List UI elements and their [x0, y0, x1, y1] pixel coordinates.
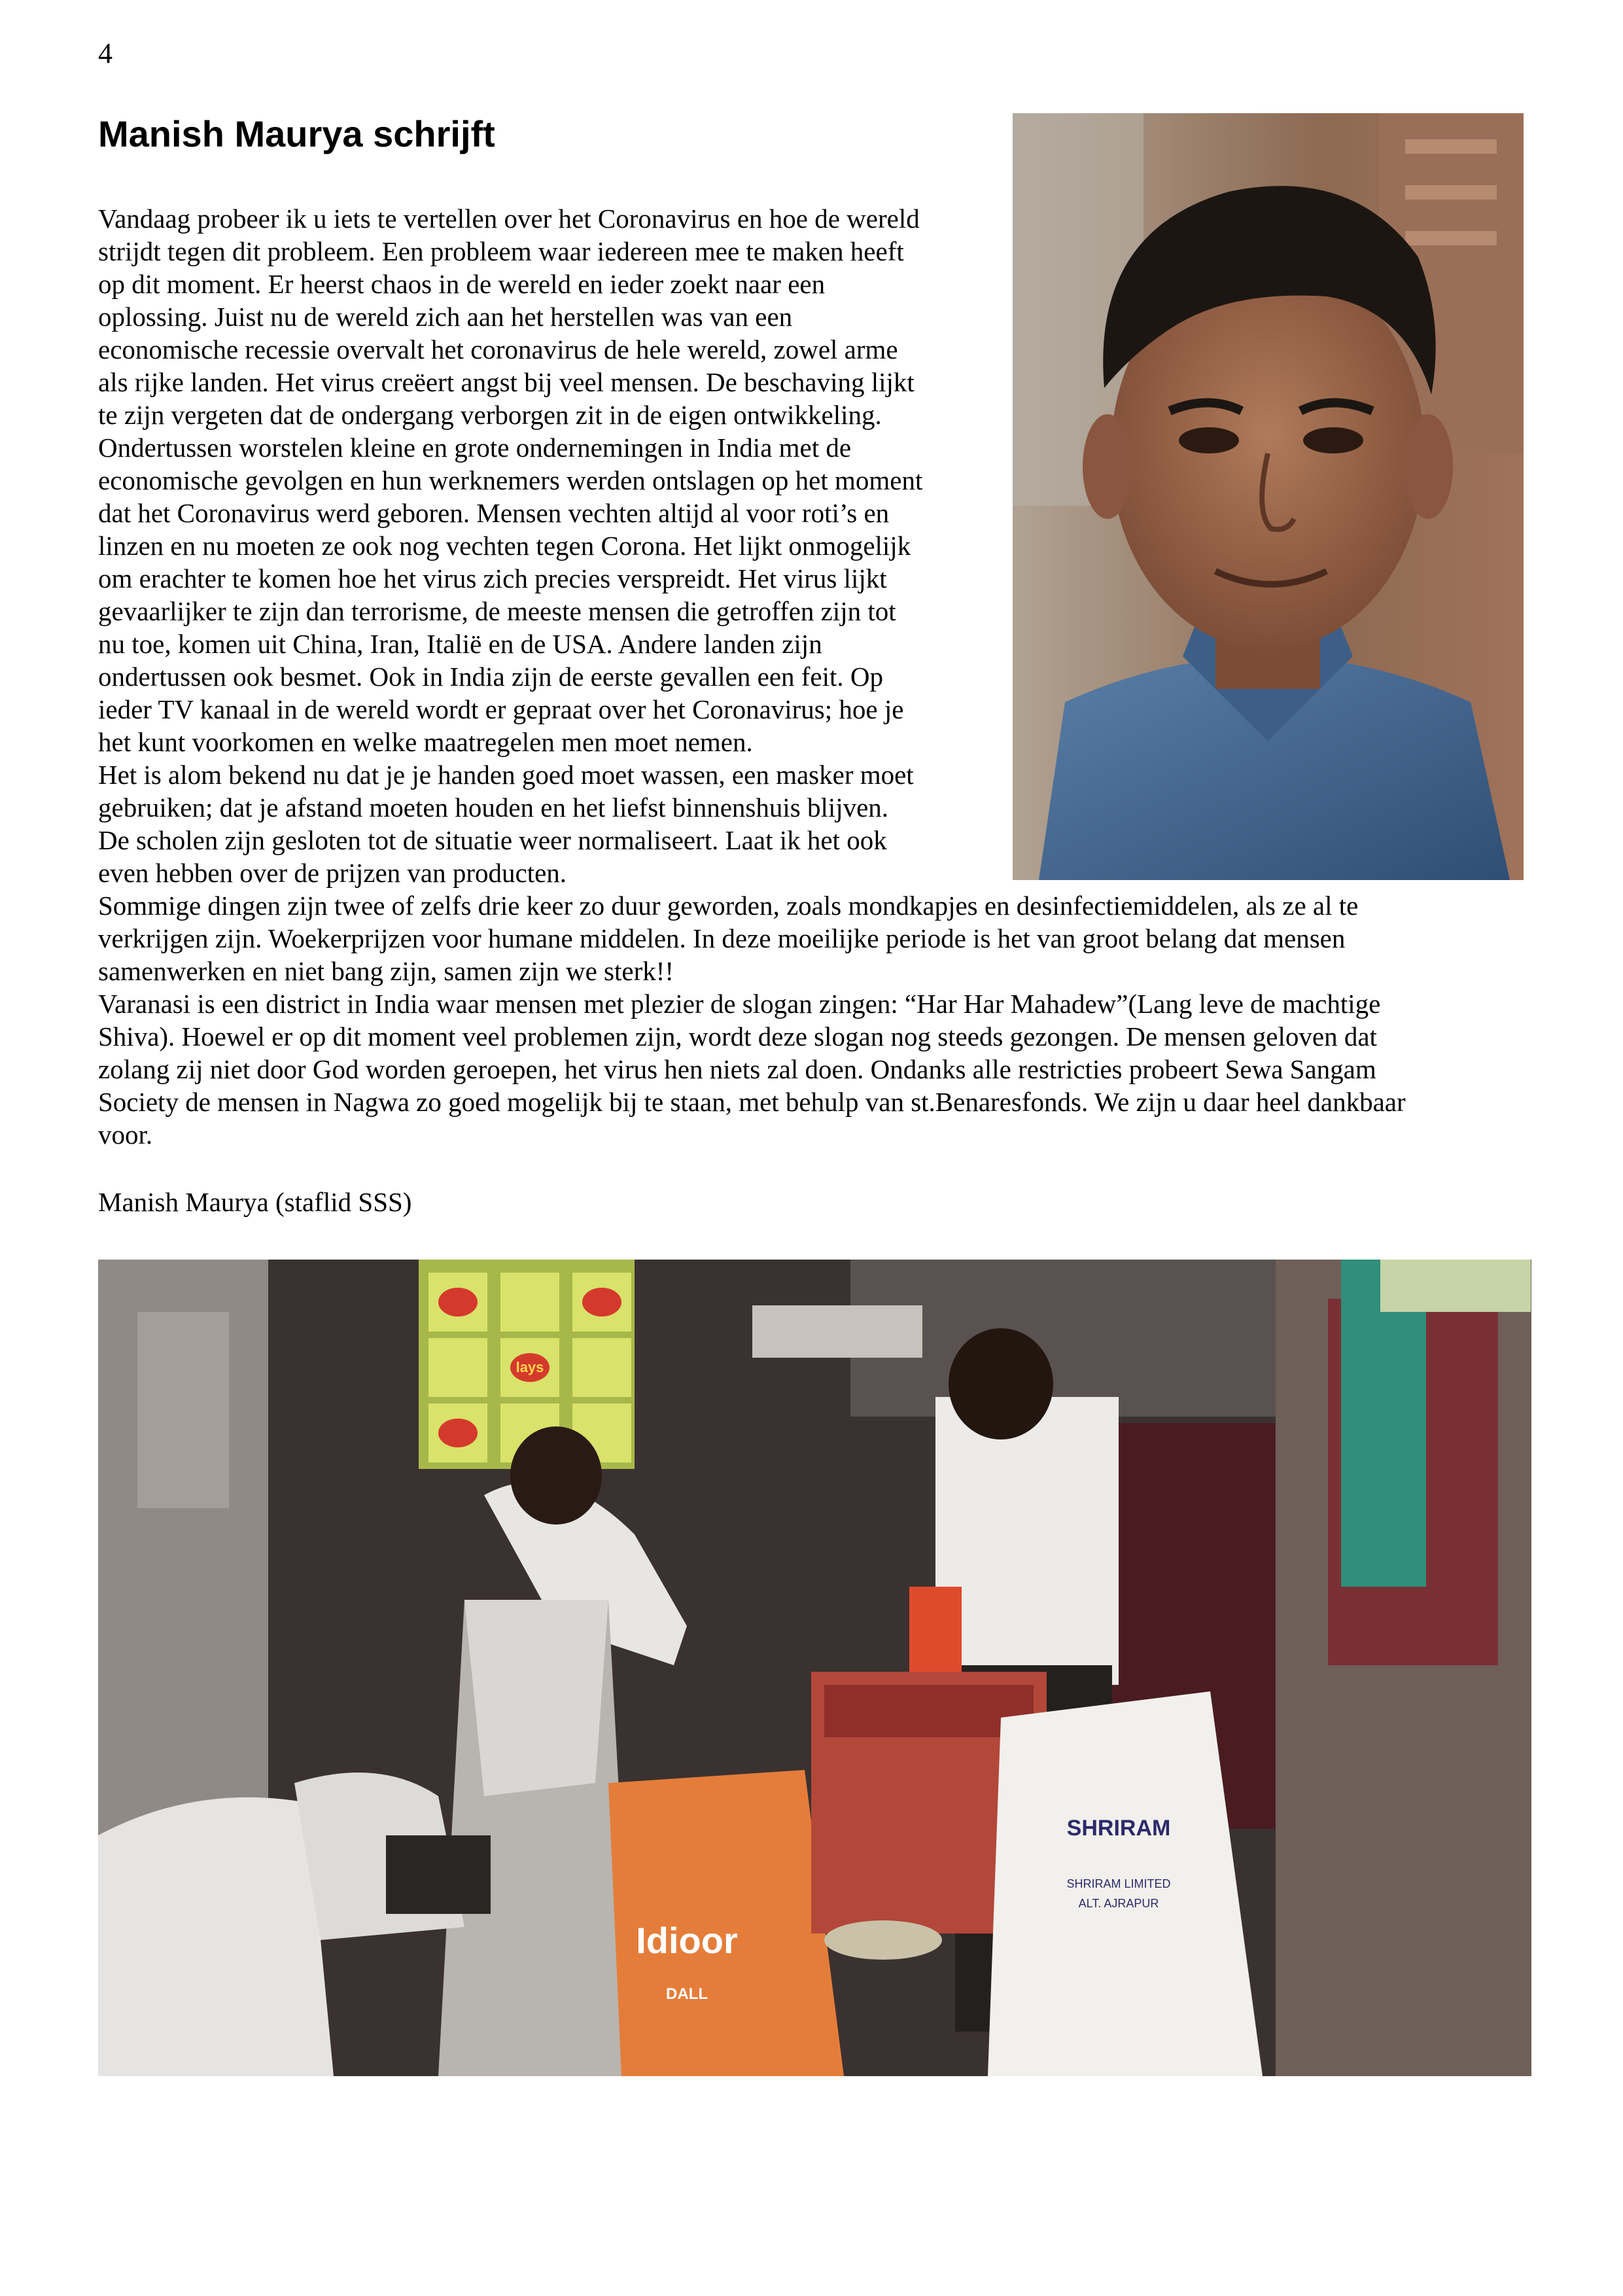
- body-line: verkrijgen zijn. Woekerprijzen voor humane middelen. In deze moeilijke periode is het van groot belang dat mensen: [98, 923, 1346, 953]
- article-body-full-width: [98, 889, 1527, 1151]
- body-line: oplossing. Juist nu de wereld zich aan het herstellen was van een: [98, 302, 793, 332]
- body-line: gebruiken; dat je afstand moeten houden en het liefst binnenshuis blijven.: [98, 792, 889, 822]
- body-line: Varanasi is een district in India waar mensen met plezier de slogan zingen: “Har Har Mahadew”(Lang leve de machtige: [98, 989, 1381, 1019]
- body-line: om erachter te komen hoe het virus zich precies verspreidt. Het virus lijkt: [98, 563, 887, 593]
- body-line: samenwerken en niet bang zijn, samen zijn we sterk!!: [98, 956, 674, 986]
- body-line: nu toe, komen uit China, Iran, Italië en de USA. Andere landen zijn: [98, 629, 822, 659]
- snack-brand-label: lays: [515, 1359, 544, 1375]
- body-line: Sommige dingen zijn twee of zelfs drie keer zo duur geworden, zoals mondkapjes en desinfectiemiddelen, als ze al te: [98, 891, 1359, 921]
- body-line: economische recessie overvalt het coronavirus de hele wereld, zowel arme: [98, 334, 898, 364]
- author-portrait-photo: [1013, 113, 1524, 880]
- shop-illustration: [98, 1260, 1531, 2076]
- body-line: op dit moment. Er heerst chaos in de wereld en ieder zoekt naar een: [98, 269, 826, 299]
- article-body-column: [98, 202, 988, 889]
- article-title: Manish Maurya schrijft: [98, 113, 495, 154]
- shop-photo: [98, 1260, 1531, 2076]
- body-line: dat het Coronavirus werd geboren. Mensen vechten altijd al voor roti’s en: [98, 498, 890, 528]
- body-line: voor.: [98, 1120, 153, 1150]
- page-number: 4: [98, 37, 113, 69]
- body-line: even hebben over de prijzen van producten.: [98, 858, 567, 888]
- sack-right-label: SHRIRAM: [1066, 1816, 1171, 1841]
- body-line: het kunt voorkomen en welke maatregelen men moet nemen.: [98, 727, 753, 757]
- body-line: Het is alom bekend nu dat je je handen goed moet wassen, een masker moet: [98, 760, 914, 790]
- sack-right-sublabel-2: ALT. AJRAPUR: [1078, 1897, 1159, 1910]
- body-line: gevaarlijker te zijn dan terrorisme, de meeste mensen die getroffen zijn tot: [98, 596, 896, 626]
- body-line: strijdt tegen dit probleem. Een probleem waar iedereen mee te maken heeft: [98, 236, 904, 266]
- snack-packs: [419, 1260, 635, 1469]
- body-line: ondertussen ook besmet. Ook in India zijn de eerste gevallen een feit. Op: [98, 662, 884, 692]
- body-line: te zijn vergeten dat de ondergang verborgen zit in de eigen ontwikkeling.: [98, 400, 882, 430]
- rice-sack-left: [608, 1770, 844, 2076]
- body-line: ieder TV kanaal in de wereld wordt er gepraat over het Coronavirus; hoe je: [98, 694, 904, 724]
- body-line: Vandaag probeer ik u iets te vertellen over het Coronavirus en hoe de wereld: [98, 203, 920, 234]
- body-line: Ondertussen worstelen kleine en grote ondernemingen in India met de: [98, 433, 852, 463]
- portrait-illustration: [1013, 113, 1524, 880]
- sack-left-sublabel: DALL: [666, 1985, 708, 2003]
- body-line: De scholen zijn gesloten tot de situatie weer normaliseert. Laat ik het ook: [98, 825, 887, 855]
- body-line: economische gevolgen en hun werknemers werden ontslagen op het moment: [98, 465, 923, 495]
- sack-right-sublabel: SHRIRAM LIMITED: [1066, 1877, 1171, 1890]
- body-line: Shiva). Hoewel er op dit moment veel problemen zijn, wordt deze slogan nog steeds gezongen. De mensen geloven dat: [98, 1021, 1377, 1051]
- body-line: als rijke landen. Het virus creëert angst bij veel mensen. De beschaving lijkt: [98, 367, 915, 397]
- body-line: zolang zij niet door God worden geroepen, het virus hen niets zal doen. Ondanks alle restricties probeert Sewa Sangam: [98, 1054, 1376, 1084]
- body-line: linzen en nu moeten ze ook nog vechten tegen Corona. Het lijkt onmogelijk: [98, 531, 911, 561]
- sack-left-label: Idioor: [636, 1920, 738, 1961]
- author-signature: Manish Maurya (staflid SSS): [98, 1187, 412, 1217]
- body-line: Society de mensen in Nagwa zo goed mogelijk bij te staan, met behulp van st.Benaresfonds. We zijn u daar heel dankbaar: [98, 1087, 1406, 1117]
